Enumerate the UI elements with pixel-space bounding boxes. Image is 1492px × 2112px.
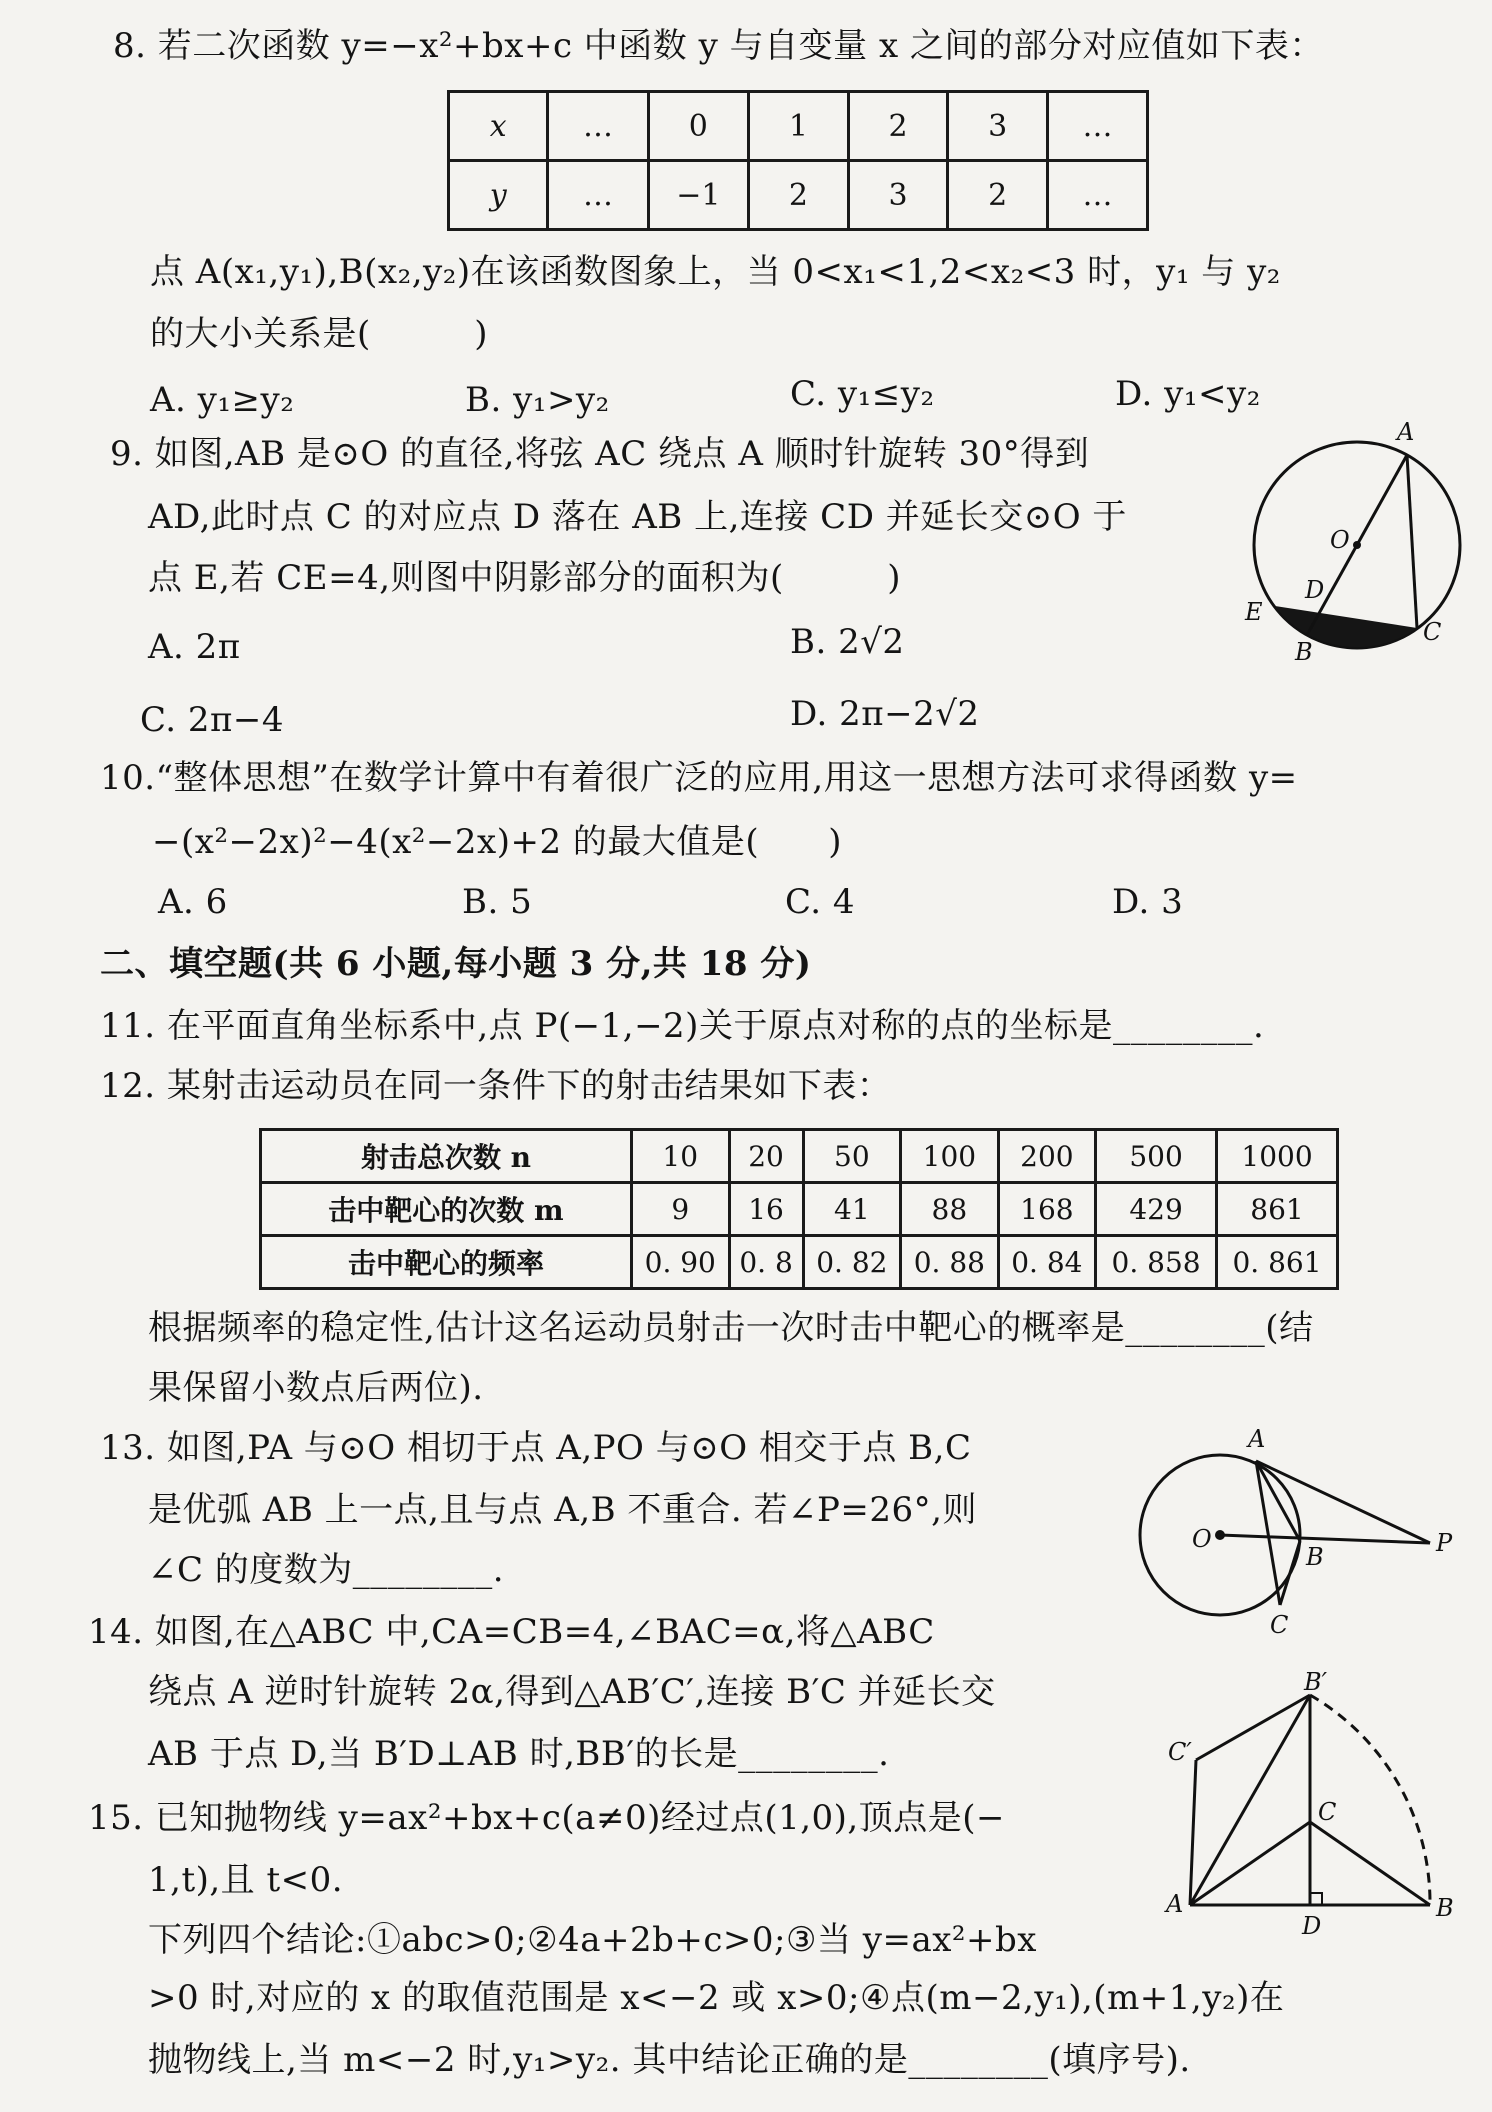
q9-circle-figure [1245, 420, 1475, 665]
q8-option-c: C. y₁≤y₂ [790, 374, 935, 414]
q9-line1: 9. 如图,AB 是⊙O 的直径,将弦 AC 绕点 A 顺时针旋转 30°得到 [110, 434, 1090, 474]
table-cell: 88 [901, 1183, 999, 1236]
table-cell: 20 [729, 1130, 803, 1183]
q13-line1: 13. 如图,PA 与⊙O 相切于点 A,PO 与⊙O 相交于点 B,C [100, 1428, 972, 1468]
q14-segment-ac [1190, 1822, 1310, 1905]
q14-segment-cb [1310, 1822, 1430, 1905]
q8-option-b: B. y₁>y₂ [465, 380, 610, 420]
q12-line2: 根据频率的稳定性,估计这名运动员射击一次时击中靶心的概率是________(结 [148, 1308, 1314, 1348]
table-cell: 2 [749, 161, 849, 230]
table-row [261, 1236, 1338, 1289]
q14-segment-ac1 [1190, 1760, 1196, 1905]
q14-label-c1: C′ [1168, 1738, 1192, 1766]
table-cell: 0. 861 [1217, 1236, 1338, 1289]
q9-label-a: A [1397, 418, 1415, 446]
table-row [261, 1130, 1338, 1183]
table-row [449, 92, 1148, 161]
q8-option-a: A. y₁≥y₂ [150, 380, 295, 420]
table-row [449, 161, 1148, 230]
q14-label-a: A [1166, 1890, 1184, 1918]
q8-value-table [447, 90, 1149, 231]
table-cell: y [449, 161, 548, 230]
q9-option-c: C. 2π−4 [140, 700, 285, 740]
q9-label-e: E [1245, 598, 1263, 626]
table-cell: 0. 90 [632, 1236, 730, 1289]
table-cell: … [548, 161, 648, 230]
q13-label-p: P [1436, 1529, 1453, 1557]
q14-segment-ab1 [1190, 1695, 1310, 1905]
table-cell: 3 [848, 161, 948, 230]
table-cell: 9 [632, 1183, 730, 1236]
table-cell: 429 [1096, 1183, 1217, 1236]
q14-label-b: B [1436, 1894, 1454, 1922]
q13-segment-po [1220, 1535, 1430, 1543]
q10-line2: −(x²−2x)²−4(x²−2x)+2 的最大值是( ) [152, 822, 842, 862]
q10-option-c: C. 4 [785, 882, 856, 922]
q13-tangent-figure [1130, 1425, 1460, 1639]
table-cell: … [1047, 161, 1147, 230]
q14-right-angle-mark [1310, 1893, 1322, 1905]
table-cell: 0. 8 [729, 1236, 803, 1289]
q8-option-d: D. y₁<y₂ [1115, 374, 1261, 414]
table-cell: −1 [648, 161, 749, 230]
table-cell: 0 [648, 92, 749, 161]
table-cell: 击中靶心的次数 m [261, 1183, 632, 1236]
q9-label-d: D [1305, 576, 1325, 604]
q9-option-a: A. 2π [148, 627, 241, 667]
q14-line3: AB 于点 D,当 B′D⊥AB 时,BB′的长是________. [148, 1734, 890, 1774]
q9-label-c: C [1423, 618, 1442, 646]
q15-line1: 15. 已知抛物线 y=ax²+bx+c(a≠0)经过点(1,0),顶点是(− [88, 1798, 1005, 1838]
q13-tangent-pa [1256, 1461, 1430, 1543]
q8-stem: 8. 若二次函数 y=−x²+bx+c 中函数 y 与自变量 x 之间的部分对应值如下表： [113, 26, 1324, 66]
table-cell: 3 [948, 92, 1048, 161]
table-cell: x [449, 92, 548, 161]
q9-chord-ac [1407, 455, 1417, 628]
q14-label-c: C [1318, 1798, 1337, 1826]
table-cell: 2 [848, 92, 948, 161]
q8-body-line2: 的大小关系是( ) [150, 314, 489, 354]
q10-option-a: A. 6 [158, 882, 228, 922]
q13-line2: 是优弧 AB 上一点,且与点 A,B 不重合. 若∠P=26°,则 [148, 1490, 977, 1530]
q13-label-a: A [1248, 1425, 1266, 1453]
q13-label-o: O [1192, 1525, 1212, 1553]
table-cell: 500 [1096, 1130, 1217, 1183]
table-cell: 50 [803, 1130, 901, 1183]
q14-label-b1: B′ [1304, 1668, 1328, 1696]
q11-line1: 11. 在平面直角坐标系中,点 P(−1,−2)关于原点对称的点的坐标是________. [100, 1006, 1265, 1046]
table-cell: 0. 858 [1096, 1236, 1217, 1289]
table-cell: 100 [901, 1130, 999, 1183]
table-cell: 射击总次数 n [261, 1130, 632, 1183]
q15-line2: 1,t),且 t<0. [148, 1860, 344, 1900]
q9-label-o: O [1330, 526, 1350, 554]
q13-center-dot [1215, 1530, 1225, 1540]
q15-line4: >0 时,对应的 x 的取值范围是 x<−2 或 x>0;④点(m−2,y₁),(m+1,y₂)在 [148, 1978, 1285, 2018]
q10-option-d: D. 3 [1112, 882, 1184, 922]
q14-label-d: D [1302, 1912, 1322, 1940]
table-cell: 861 [1217, 1183, 1338, 1236]
q9-option-d: D. 2π−2√2 [790, 694, 980, 734]
table-row [261, 1183, 1338, 1236]
q10-line1: 10.“整体思想”在数学计算中有着很广泛的应用,用这一思想方法可求得函数 y= [100, 758, 1298, 798]
table-cell: … [1047, 92, 1147, 161]
q9-center-dot [1353, 541, 1361, 549]
q12-line3: 果保留小数点后两位). [148, 1368, 484, 1408]
q13-line3: ∠C 的度数为________. [148, 1550, 505, 1590]
section-2-title: 二、填空题(共 6 小题,每小题 3 分,共 18 分) [100, 944, 812, 984]
q15-line3: 下列四个结论:①abc>0;②4a+2b+c>0;③当 y=ax²+bx [148, 1920, 1037, 1960]
table-cell: 0. 82 [803, 1236, 901, 1289]
table-cell: 16 [729, 1183, 803, 1236]
q13-chord-bc [1280, 1541, 1300, 1605]
table-cell: 200 [998, 1130, 1096, 1183]
q9-line2: AD,此时点 C 的对应点 D 落在 AB 上,连接 CD 并延长交⊙O 于 [148, 497, 1127, 537]
q8-body-line1: 点 A(x₁,y₁),B(x₂,y₂)在该函数图象上，当 0<x₁<1,2<x₂<3 时，y₁ 与 y₂ [150, 252, 1281, 292]
table-cell: 1000 [1217, 1130, 1338, 1183]
q14-rotation-figure [1160, 1668, 1460, 1940]
table-cell: 41 [803, 1183, 901, 1236]
q13-label-c: C [1270, 1611, 1289, 1639]
q9-option-b: B. 2√2 [790, 622, 905, 662]
q9-line3: 点 E,若 CE=4,则图中阴影部分的面积为( ) [148, 558, 902, 598]
table-cell: 击中靶心的频率 [261, 1236, 632, 1289]
q10-option-b: B. 5 [462, 882, 533, 922]
q14-line1: 14. 如图,在△ABC 中,CA=CB=4,∠BAC=α,将△ABC [88, 1612, 935, 1652]
table-cell: … [548, 92, 648, 161]
table-cell: 0. 84 [998, 1236, 1096, 1289]
table-cell: 2 [948, 161, 1048, 230]
q12-line1: 12. 某射击运动员在同一条件下的射击结果如下表： [100, 1066, 892, 1106]
q13-label-b: B [1306, 1543, 1324, 1571]
table-cell: 10 [632, 1130, 730, 1183]
q14-line2: 绕点 A 逆时针旋转 2α,得到△AB′C′,连接 B′C 并延长交 [148, 1672, 996, 1712]
q12-shooting-table [259, 1128, 1339, 1290]
q9-label-b: B [1295, 638, 1313, 666]
q15-line5: 抛物线上,当 m<−2 时,y₁>y₂. 其中结论正确的是________(填序号). [148, 2040, 1191, 2080]
table-cell: 168 [998, 1183, 1096, 1236]
table-cell: 1 [749, 92, 849, 161]
table-cell: 0. 88 [901, 1236, 999, 1289]
